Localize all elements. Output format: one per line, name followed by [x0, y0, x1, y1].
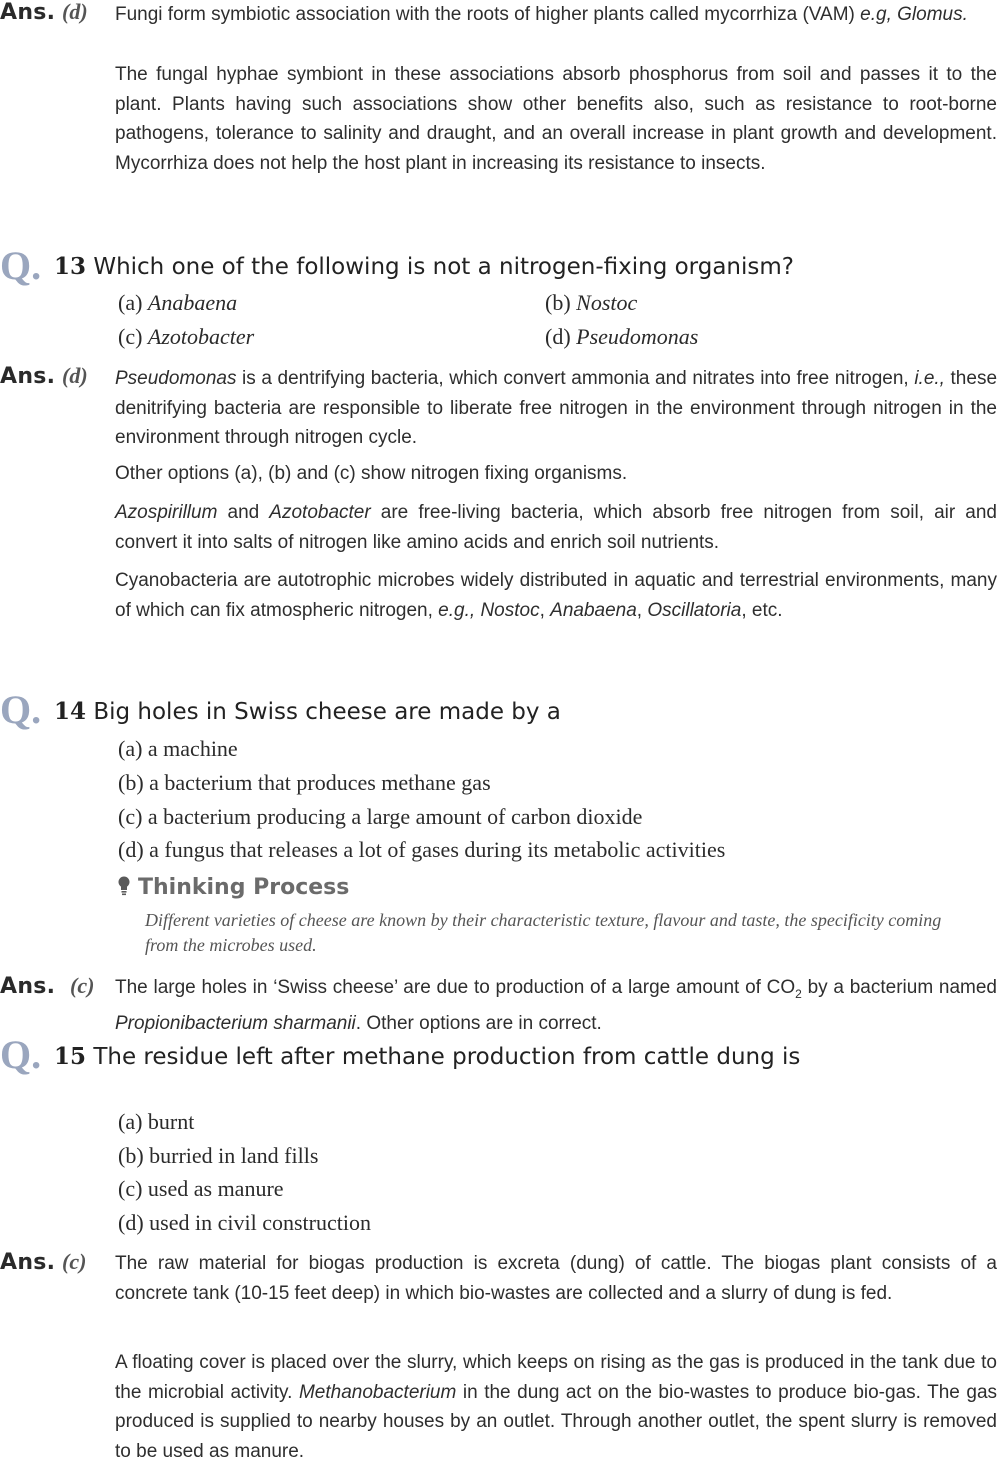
text: is a dentrifying bacteria, which convert ammonia and nitrates into free nitrogen, — [236, 368, 915, 389]
answer-label: Ans. — [0, 0, 56, 25]
italic-text: Pseudomonas — [115, 368, 237, 389]
option-a: (a) a machine — [118, 736, 238, 761]
text: Cyanobacteria are autotrophic microbes widely distributed in aquatic and terrestrial environments, many of which can fix atmospheric nitrogen, — [115, 570, 997, 621]
text: , — [636, 599, 648, 621]
italic-text: Oscillatoria — [647, 599, 742, 621]
italic-text: Azospirillum — [115, 502, 218, 523]
italic-text: Anabaena — [550, 599, 637, 621]
option-label: (c) — [118, 324, 143, 349]
question-text: The residue left after methane production from cattle dung is — [93, 1044, 801, 1070]
text: these denitrifying bacteria are responsible to liberate free nitrogen in the environment through nitrogen in the environment through nitrogen cycle. — [115, 368, 998, 448]
answer-option: (c) — [62, 1249, 87, 1274]
option-text: Azotobacter — [147, 324, 255, 349]
italic-text: Propionibacterium sharmanii — [115, 1013, 356, 1035]
text: in the dung act on the bio-wastes to produce bio-gas. The gas produced is supplied to nearby houses by an outlet. Through another outlet, the spent slurry is removed to be used as manure. — [115, 1381, 998, 1462]
option-b — [545, 289, 637, 317]
italic-text: Methanobacterium — [298, 1381, 457, 1403]
option-a: (a) burnt — [118, 1109, 195, 1134]
answer-paragraph — [115, 566, 997, 625]
option-text: Nostoc — [576, 290, 638, 315]
question-text: Which one of the following is not a nitrogen-fixing organism? — [93, 254, 794, 280]
answer-paragraph — [115, 1348, 997, 1466]
answer-option: (d) — [62, 363, 88, 388]
option-c: (c) used as manure — [118, 1176, 284, 1201]
text: A floating cover is placed over the slurry, which keeps on rising as the gas is produced in the tank due to the microbial activity. — [115, 1352, 997, 1403]
question-mark: Q. — [0, 1032, 42, 1077]
subscript: 2 — [795, 986, 802, 1001]
answer-option: (c) — [70, 973, 95, 998]
heading-text: Thinking Process — [138, 875, 350, 900]
italic-text: Azotobacter — [269, 502, 371, 523]
text: The large holes in ‘Swiss cheese’ are due to production of a large amount of CO — [115, 977, 796, 998]
question-mark: Q. — [0, 687, 42, 732]
option-b: (b) burried in land fills — [118, 1143, 319, 1168]
text: by a bacterium named — [801, 977, 998, 998]
option-a — [118, 289, 237, 317]
text: Fungi form symbiotic association with the roots of higher plants called mycorrhiza (VAM) — [115, 4, 861, 25]
question-title — [54, 697, 561, 727]
option-c — [118, 323, 254, 351]
question-title — [54, 1042, 800, 1072]
answer-paragraph — [115, 0, 997, 30]
option-d: (d) used in civil construction — [118, 1210, 371, 1235]
answer-label: Ans. — [0, 1250, 56, 1275]
answer-paragraph: The raw material for biogas production is excreta (dung) of cattle. The biogas plant consists of a concrete tank (10-15 feet deep) in which bio-wastes are collected and a slurry of dung is fed. — [115, 1253, 997, 1304]
question-title — [54, 252, 794, 282]
italic-text: i.e., — [914, 368, 945, 389]
question-mark: Q. — [0, 243, 42, 288]
answer-option: (d) — [62, 0, 88, 24]
question-text: Big holes in Swiss cheese are made by a — [93, 699, 561, 725]
option-c: (c) a bacterium producing a large amount of carbon dioxide — [118, 804, 643, 829]
option-text: Pseudomonas — [576, 324, 699, 349]
answer-paragraph: The fungal hyphae symbiont in these associations absorb phosphorus from soil and passes it to the plant. Plants having such associations show other benefits also, such as resistance to root-borne pathogens, tolerance to salinity and draught, and an overall increase in plant growth and development. Mycorrhiza does not help the host plant in increasing its resistance to insects. — [115, 64, 997, 174]
text: . Other options are in correct. — [355, 1013, 602, 1035]
italic-text: Nostoc — [480, 599, 540, 621]
answer-label: Ans. — [0, 364, 56, 389]
option-text: Anabaena — [147, 290, 238, 315]
thinking-process-text: Different varieties of cheese are known by their characteristic texture, flavour and taste, the specificity coming from the microbes used. — [145, 910, 942, 955]
text: are free-living bacteria, which absorb free nitrogen from soil, air and convert it into salts of nitrogen like amino acids and enrich soil nutrients. — [115, 502, 997, 553]
option-d — [545, 323, 698, 351]
text: and — [217, 502, 270, 523]
option-label: (b) — [545, 290, 571, 315]
answer-paragraph: Other options (a), (b) and (c) show nitrogen fixing organisms. — [115, 463, 628, 484]
answer-paragraph — [115, 973, 997, 1039]
answer-paragraph — [115, 498, 997, 557]
question-number: 15 — [54, 1043, 87, 1070]
italic-text: e.g, Glomus. — [860, 4, 968, 25]
question-number: 13 — [54, 253, 87, 280]
thinking-process-heading — [118, 875, 349, 900]
text: , etc. — [741, 599, 783, 621]
answer-paragraph — [115, 364, 997, 453]
option-b: (b) a bacterium that produces methane gas — [118, 770, 491, 795]
option-label: (a) — [118, 290, 143, 315]
text: , — [539, 599, 551, 621]
option-d: (d) a fungus that releases a lot of gases during its metabolic activities — [118, 837, 726, 862]
question-number: 14 — [54, 698, 87, 725]
lightbulb-icon — [118, 876, 130, 896]
italic-text: e.g., — [438, 599, 476, 621]
option-label: (d) — [545, 324, 571, 349]
answer-label: Ans. — [0, 974, 56, 999]
